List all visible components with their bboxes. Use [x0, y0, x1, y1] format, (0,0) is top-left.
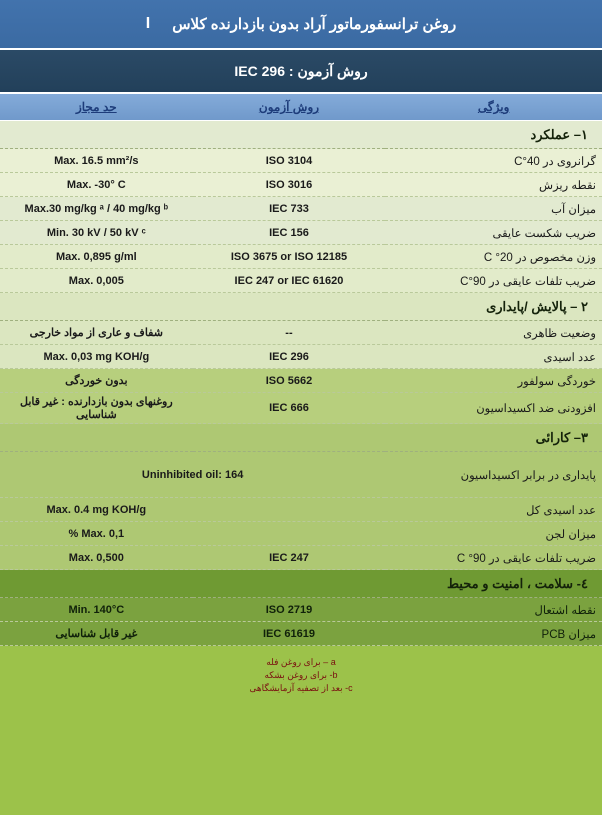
- footnote-b: b- برای روغن بشکه: [264, 670, 338, 680]
- row-method: ISO 3104: [193, 149, 386, 173]
- row-feature: گرانروی در C°40: [385, 149, 602, 173]
- document-title: روغن ترانسفورماتور آراد بدون بازدارنده کلاس: [172, 16, 457, 33]
- table-row: [0, 498, 602, 522]
- method-bar: [0, 50, 602, 94]
- row-limit: Max. 0.4 mg KOH/g: [0, 498, 193, 522]
- table-row: [0, 197, 602, 221]
- table-row: [0, 221, 602, 245]
- row-method: [193, 498, 386, 522]
- row-method: IEC 247 or IEC 61620: [193, 269, 386, 293]
- table-row: [0, 321, 602, 345]
- table-row: [0, 345, 602, 369]
- row-limit: غیر قابل شناسایی: [0, 622, 193, 646]
- row-method: IEC 733: [193, 197, 386, 221]
- table-row: [0, 452, 602, 498]
- footnotes: [0, 646, 602, 695]
- table-row: [0, 393, 602, 424]
- row-feature: ضریب تلفات عایقی در 90°C: [385, 269, 602, 293]
- row-limit: Max. 0,895 g/ml: [0, 245, 193, 269]
- class-mark: I: [145, 15, 151, 32]
- row-limit: Max. 16.5 mm²/s: [0, 149, 193, 173]
- row-feature: ضریب تلفات عایقی در C °90: [385, 546, 602, 570]
- section-header-row: [0, 424, 602, 452]
- table-row: [0, 149, 602, 173]
- row-method: --: [193, 321, 386, 345]
- section-header-row: [0, 293, 602, 321]
- row-limit: بدون خوردگی: [0, 369, 193, 393]
- section-title: ١– عملکرد: [0, 121, 602, 149]
- table-row: [0, 269, 602, 293]
- row-method: ISO 3016: [193, 173, 386, 197]
- row-method: ISO 2719: [193, 598, 386, 622]
- footnote-a: a – برای روغن فله: [266, 657, 336, 667]
- row-method: IEC 666: [193, 393, 386, 424]
- table-row: [0, 173, 602, 197]
- row-limit: Max. 0,1 %: [0, 522, 193, 546]
- row-limit: Min. 30 kV / 50 kV ᶜ: [0, 221, 193, 245]
- row-limit: Max. 0,005: [0, 269, 193, 293]
- row-method: ISO 5662: [193, 369, 386, 393]
- row-limit: روغنهای بدون بازدارنده : غیر قابل شناسایی: [0, 393, 193, 424]
- table-row: [0, 245, 602, 269]
- row-feature: نقطه اشتعال: [385, 598, 602, 622]
- row-method: IEC 247: [193, 546, 386, 570]
- row-method: Uninhibited oil: 164: [0, 452, 385, 498]
- section-title: ٢ – پالایش /پایداری: [0, 293, 602, 321]
- row-limit: Min. 140°C: [0, 598, 193, 622]
- row-limit: Max. -30° C: [0, 173, 193, 197]
- section-header-row: [0, 570, 602, 598]
- row-feature: میزان لجن: [385, 522, 602, 546]
- row-limit: Max. 0,500: [0, 546, 193, 570]
- row-method: IEC 296: [193, 345, 386, 369]
- document-banner: [0, 0, 602, 50]
- column-header-limit: حد مجاز: [0, 94, 193, 121]
- row-feature: افزودنی ضد اکسیداسیون: [385, 393, 602, 424]
- row-feature: عدد اسیدی: [385, 345, 602, 369]
- section-title: ٣– کارائی: [0, 424, 602, 452]
- row-feature: عدد اسیدی کل: [385, 498, 602, 522]
- footnote-c: c- بعد از تصفیه آزمایشگاهی: [249, 683, 353, 693]
- row-method: IEC 156: [193, 221, 386, 245]
- row-method: IEC 61619: [193, 622, 386, 646]
- row-feature: خوردگی سولفور: [385, 369, 602, 393]
- row-feature: وضعیت ظاهری: [385, 321, 602, 345]
- row-feature: پایداری در برابر اکسیداسیون: [385, 452, 602, 498]
- table-row: [0, 622, 602, 646]
- row-feature: ضریب شکست عایقی: [385, 221, 602, 245]
- method-bar-label: روش آزمون : IEC 296: [234, 62, 368, 79]
- table-row: [0, 546, 602, 570]
- table-header-row: [0, 94, 602, 121]
- column-header-method: روش آزمون: [193, 94, 386, 121]
- row-method: [193, 522, 386, 546]
- row-feature: وزن مخصوص در C °20: [385, 245, 602, 269]
- row-method: ISO 3675 or ISO 12185: [193, 245, 386, 269]
- table-row: [0, 598, 602, 622]
- row-feature: میزان آب: [385, 197, 602, 221]
- row-feature: نقطه ریزش: [385, 173, 602, 197]
- specification-table: [0, 94, 602, 646]
- row-limit: Max. 0,03 mg KOH/g: [0, 345, 193, 369]
- row-limit: شفاف و عاری از مواد خارجی: [0, 321, 193, 345]
- section-title: ٤- سلامت ، امنیت و محیط: [0, 570, 602, 598]
- row-limit: Max.30 mg/kg ᵃ / 40 mg/kg ᵇ: [0, 197, 193, 221]
- column-header-feature: ویژگی: [385, 94, 602, 121]
- table-row: [0, 369, 602, 393]
- row-feature: میزان PCB: [385, 622, 602, 646]
- table-row: [0, 522, 602, 546]
- section-header-row: [0, 121, 602, 149]
